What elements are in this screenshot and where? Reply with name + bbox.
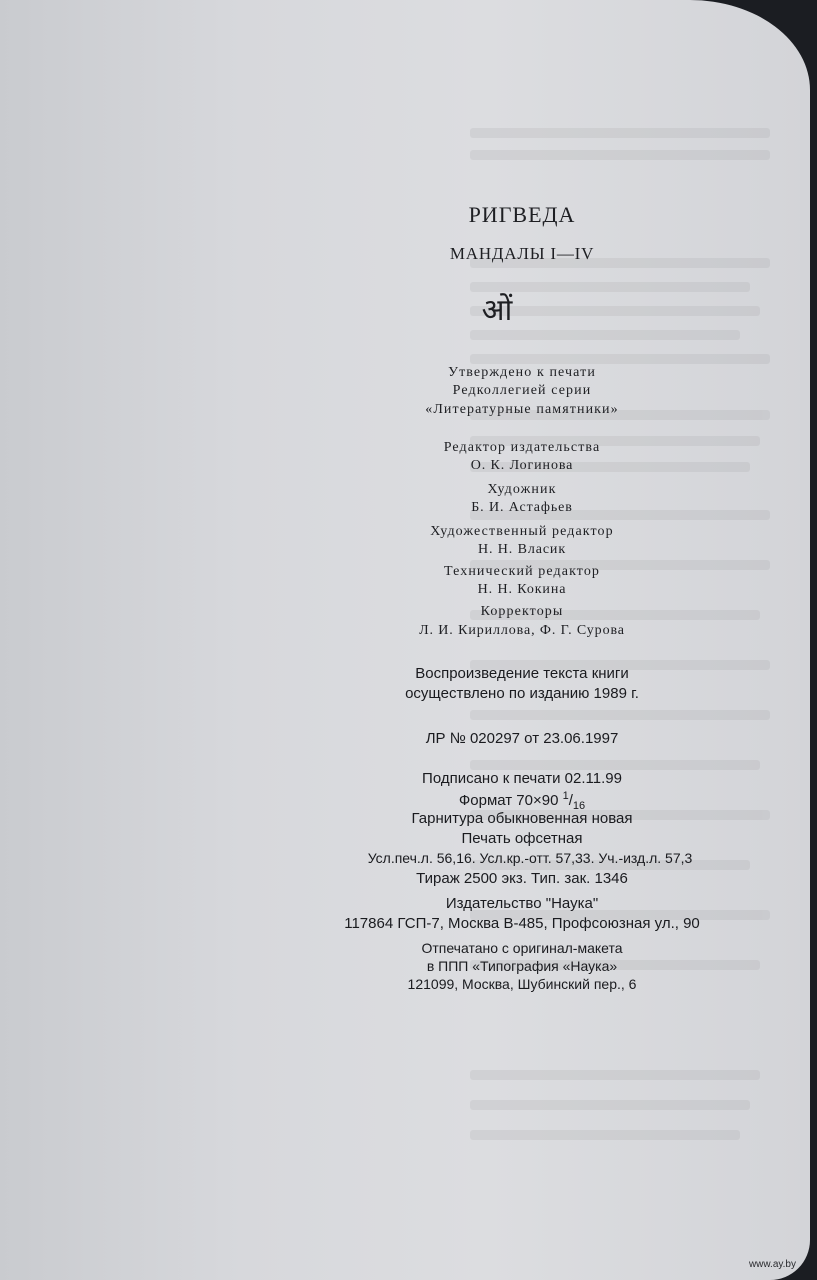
watermark: www.ay.by: [748, 1259, 796, 1270]
license-number: ЛР № 020297 от 23.06.1997: [425, 730, 619, 747]
book-title: РИГВЕДА: [468, 202, 576, 227]
art-editor-role: Художественный редактор: [430, 524, 614, 539]
printer-line-3: 121099, Москва, Шубинский пер., 6: [407, 976, 637, 992]
print-method: Печать офсетная: [461, 830, 583, 847]
approval-line-2: Редколлегией серии: [452, 383, 592, 398]
publisher-address: 117864 ГСП-7, Москва В-485, Профсоюзная ул., 90: [344, 915, 700, 932]
om-symbol: ओं: [481, 294, 513, 327]
format-slash: /: [568, 792, 573, 809]
printer-line-1: Отпечатано с оригинал-макета: [421, 940, 623, 956]
publisher-name: Издательство "Наука": [445, 895, 599, 912]
printer-line-2: в ППП «Типография «Наука»: [426, 958, 618, 974]
editor-name: О. К. Логинова: [470, 458, 574, 473]
editor-role: Редактор издательства: [443, 440, 601, 455]
format-numerator: 1: [562, 790, 569, 802]
tech-editor-name: Н. Н. Кокина: [477, 582, 567, 597]
tech-editor-role: Технический редактор: [443, 564, 601, 579]
format-prefix: Формат 70×90: [458, 792, 563, 809]
artist-name: Б. И. Астафьев: [471, 500, 573, 515]
reproduction-line-1: Воспроизведение текста книги: [415, 665, 629, 682]
approval-line-1: Утверждено к печати: [448, 365, 596, 380]
book-subtitle: МАНДАЛЫ I—IV: [449, 244, 595, 263]
format-denominator: 16: [572, 800, 586, 812]
approval-line-3: «Литературные памятники»: [425, 402, 619, 417]
print-run: Тираж 2500 экз. Тип. зак. 1346: [416, 870, 628, 887]
print-sheets: Усл.печ.л. 56,16. Усл.кр.-отт. 57,33. Уч.-изд.л. 57,3: [367, 850, 693, 866]
correctors-names: Л. И. Кириллова, Ф. Г. Сурова: [419, 623, 625, 638]
correctors-role: Корректоры: [480, 604, 564, 619]
typeface: Гарнитура обыкновенная новая: [411, 810, 633, 827]
paper-format: [459, 790, 585, 812]
signed-to-print: Подписано к печати 02.11.99: [422, 770, 622, 787]
artist-role: Художник: [487, 482, 557, 497]
art-editor-name: Н. Н. Власик: [477, 542, 567, 557]
reproduction-line-2: осуществлено по изданию 1989 г.: [405, 685, 639, 702]
